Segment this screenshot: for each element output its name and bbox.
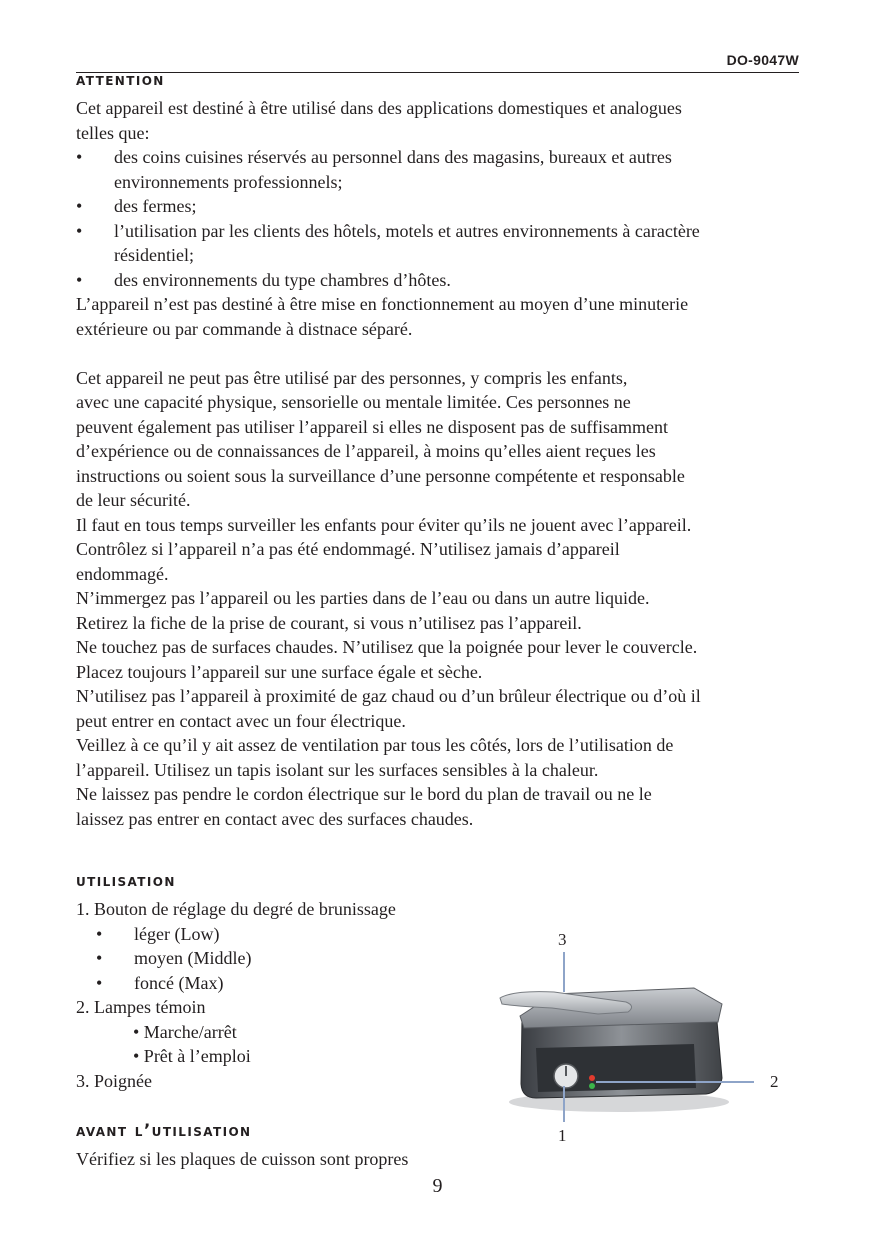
utilisation-item-3: 3. Poignée — [76, 1070, 152, 1091]
attention-heading: attention — [76, 70, 165, 90]
model-number: DO-9047W — [726, 52, 799, 68]
paragraph-line: Veillez à ce qu’il y ait assez de ventilation par tous les côtés, lors de l’utilisation de — [76, 735, 674, 755]
utilisation-item-2-sub: • Marche/arrêt — [133, 1021, 237, 1042]
paragraph-line: Cet appareil ne peut pas être utilisé par des personnes, y compris les enfants, — [76, 367, 628, 388]
utilisation-heading: utilisation — [76, 871, 176, 891]
paragraph-line: N’immergez pas l’appareil ou les parties dans de l’eau ou dans un autre liquide. — [76, 588, 650, 608]
page-number: 9 — [432, 1175, 443, 1197]
list-item-text: des environnements du type chambres d’hôtes. — [114, 269, 451, 290]
paragraph-line: Contrôlez si l’appareil n’a pas été endommagé. N’utilisez jamais d’appareil — [76, 539, 620, 559]
list-item-text: moyen (Middle) — [134, 948, 252, 968]
list-item-text: des coins cuisines réservés au personnel dans des magasins, bureaux et autres — [114, 147, 672, 167]
list-item-text: léger (Low) — [134, 923, 220, 944]
bullet-dot: • — [76, 269, 83, 290]
paragraph-line: Ne touchez pas de surfaces chaudes. N’utilisez que la poignée pour lever le couvercle. — [76, 637, 698, 657]
avant-heading: avant l’utilisation — [76, 1121, 252, 1141]
avant-text: Vérifiez si les plaques de cuisson sont propres — [76, 1149, 409, 1169]
paragraph-line: laissez pas entrer en contact avec des surfaces chaudes. — [76, 808, 474, 829]
list-item-text: résidentiel; — [114, 245, 194, 265]
paragraph-line: d’expérience ou de connaissances de l’appareil, à moins qu’elles aient reçues les — [76, 441, 656, 461]
callout-label-2: 2 — [770, 1072, 779, 1091]
lamp-green — [589, 1083, 595, 1089]
paragraph-line: l’appareil. Utilisez un tapis isolant sur les surfaces sensibles à la chaleur. — [76, 759, 599, 780]
paragraph-line: Retirez la fiche de la prise de courant, si vous n’utilisez pas l’appareil. — [76, 612, 582, 633]
paragraph-line: instructions ou soient sous la surveillance d’une personne compétente et responsable — [76, 465, 685, 486]
attention-intro-line-1: Cet appareil est destiné à être utilisé dans des applications domestiques et analogues — [76, 98, 682, 118]
bullet-dot: • — [76, 220, 83, 241]
list-item-text: des fermes; — [114, 196, 197, 216]
paragraph-line: Ne laissez pas pendre le cordon électrique sur le bord du plan de travail ou ne le — [76, 784, 652, 804]
bullet-dot: • — [96, 923, 103, 944]
paragraph-line: peut entrer en contact avec un four électrique. — [76, 710, 406, 731]
list-item-text: foncé (Max) — [134, 972, 224, 993]
utilisation-item-2: 2. Lampes témoin — [76, 997, 206, 1017]
attention-intro-line-2: telles que: — [76, 122, 150, 143]
callout-label-1: 1 — [558, 1126, 567, 1145]
bullet-dot: • — [96, 972, 103, 993]
waffle-maker-illustration — [494, 930, 794, 1150]
paragraph-line: extérieure ou par commande à distnace séparé. — [76, 318, 413, 339]
waffle-maker-figure — [494, 930, 794, 1150]
utilisation-item-1: 1. Bouton de réglage du degré de brunissage — [76, 899, 396, 919]
paragraph-line: avec une capacité physique, sensorielle ou mentale limitée. Ces personnes ne — [76, 392, 631, 412]
paragraph-line: L’appareil n’est pas destiné à être mise en fonctionnement au moyen d’une minuterie — [76, 294, 689, 314]
paragraph-line: Placez toujours l’appareil sur une surface égale et sèche. — [76, 661, 483, 682]
paragraph-line: Il faut en tous temps surveiller les enfants pour éviter qu’ils ne jouent avec l’appareil. — [76, 514, 692, 535]
paragraph-line: peuvent également pas utiliser l’appareil si elles ne disposent pas de suffisamment — [76, 416, 669, 437]
paragraph-line: de leur sécurité. — [76, 490, 191, 510]
paragraph-line: endommagé. — [76, 563, 169, 584]
bullet-dot: • — [96, 948, 103, 968]
list-item-text: l’utilisation par les clients des hôtels, motels et autres environnements à caractère — [114, 220, 700, 241]
bullet-dot: • — [76, 196, 83, 216]
header-rule — [76, 72, 799, 73]
bullet-dot: • — [76, 147, 83, 167]
callout-label-3: 3 — [558, 930, 567, 949]
utilisation-item-2-sub: • Prêt à l’emploi — [133, 1046, 251, 1066]
paragraph-line: N’utilisez pas l’appareil à proximité de gaz chaud ou d’un brûleur électrique ou d’où il — [76, 686, 701, 706]
list-item-text: environnements professionnels; — [114, 171, 343, 192]
lamp-red — [589, 1075, 595, 1081]
